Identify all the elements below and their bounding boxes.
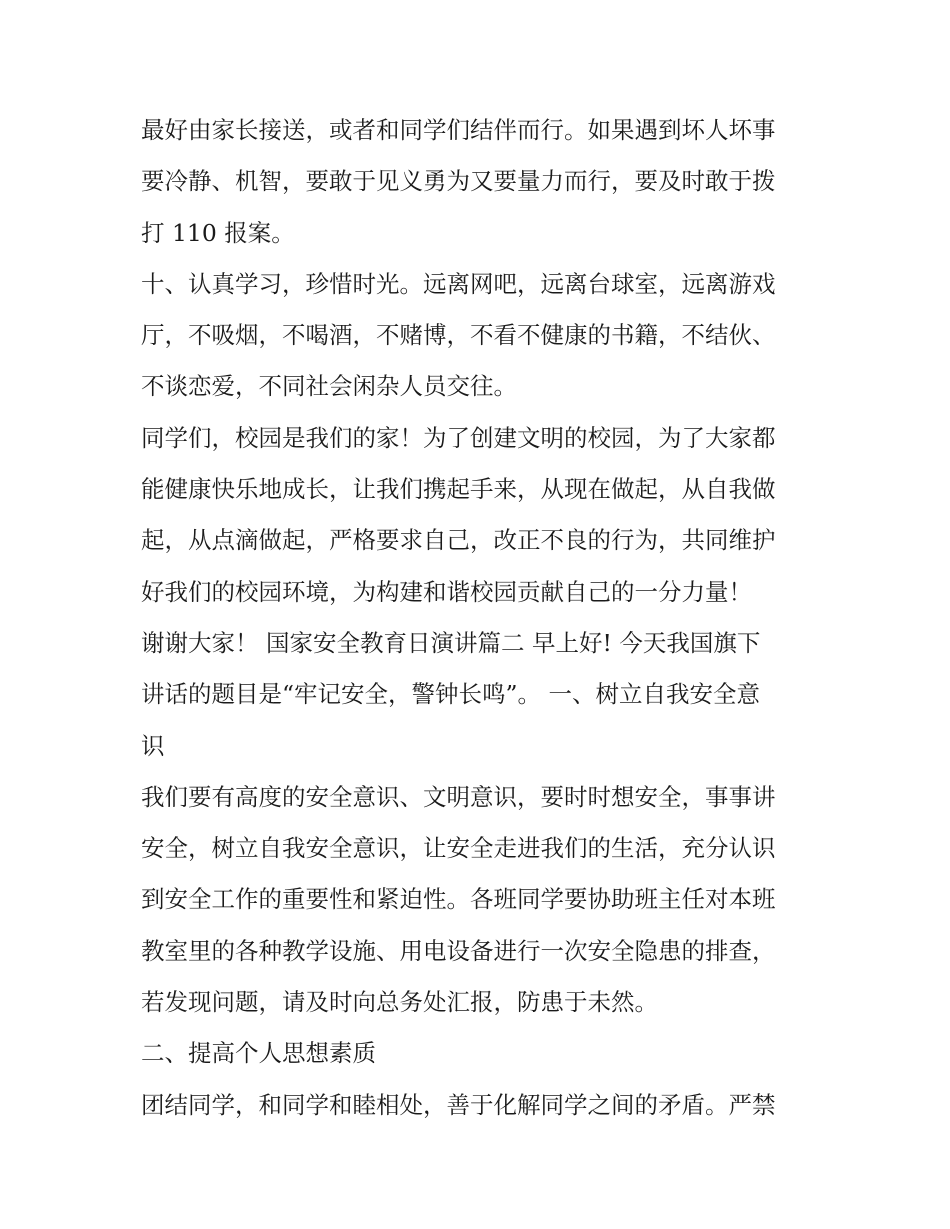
document-body [141, 105, 816, 1131]
text-line: 谢谢大家！ 国家安全教育日演讲篇二 早上好! 今天我国旗下 [141, 628, 761, 657]
text-line: 起，从点滴做起，严格要求自己，改正不良的行为，共同维护 [141, 526, 776, 555]
text-line: 我们要有高度的安全意识、文明意识，要时时想安全，事事讲 [141, 782, 776, 811]
text-line: 教室里的各种教学设施、用电设备进行一次安全隐患的排查， [141, 936, 776, 965]
text-line: 识 [141, 731, 165, 760]
text-line: 厅，不吸烟，不喝酒，不赌博，不看不健康的书籍，不结伙、 [141, 321, 776, 350]
text-line: 团结同学，和同学和睦相处，善于化解同学之间的矛盾。严禁 [141, 1090, 776, 1119]
text-line: 不谈恋爱，不同社会闲杂人员交往。 [141, 372, 517, 401]
text-line: 好我们的校园环境，为构建和谐校园贡献自己的一分力量！ [141, 577, 752, 606]
text-line: 同学们，校园是我们的家！为了创建文明的校园，为了大家都 [141, 423, 776, 452]
text-line: 若发现问题，请及时向总务处汇报，防患于未然。 [141, 988, 658, 1017]
text-line: 二、提高个人思想素质 [141, 1039, 376, 1068]
text-line: 十、认真学习，珍惜时光。远离网吧，远离台球室，远离游戏 [141, 269, 776, 298]
text-line: 能健康快乐地成长，让我们携起手来，从现在做起，从自我做 [141, 475, 776, 504]
text-line: 最好由家长接送，或者和同学们结伴而行。如果遇到坏人坏事 [141, 116, 776, 144]
text-line: 打 110 报案。 [141, 218, 295, 247]
text-line: 安全，树立自我安全意识，让安全走进我们的生活，充分认识 [141, 834, 776, 863]
text-line: 要冷静、机智，要敢于见义勇为又要量力而行，要及时敢于拨 [141, 167, 776, 196]
text-line: 到安全工作的重要性和紧迫性。各班同学要协助班主任对本班 [141, 885, 776, 914]
text-line: 讲话的题目是“牢记安全，警钟长鸣”。 一、树立自我安全意 [141, 680, 760, 709]
